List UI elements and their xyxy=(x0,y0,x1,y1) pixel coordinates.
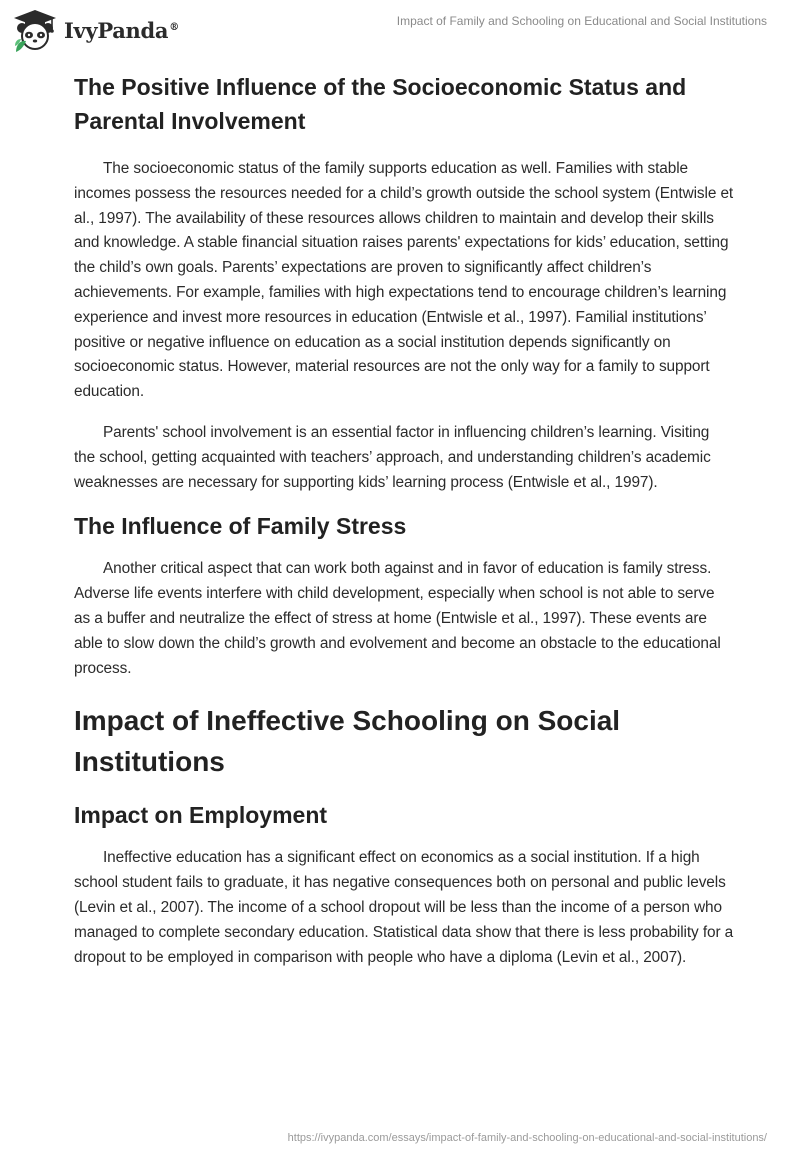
ivypanda-logo[interactable] xyxy=(12,8,179,52)
chapter-heading: Impact of Ineffective Schooling on Social Institutions xyxy=(74,705,621,778)
article-body xyxy=(74,70,734,970)
brand-name: IvyPanda® xyxy=(64,17,179,43)
section-heading: The Positive Influence of the Socioeconomic Status and Parental Involvement xyxy=(74,74,687,134)
page-header xyxy=(0,0,800,62)
paragraph: Ineffective education has a significant effect on economics as a social institution. If a high school student fails to graduate, it has negative consequences both on personal and public levels (Levin et al., 2007). The income of a school dropout will be less than the income of a person who managed to complete secondary education. Statistical data show that there is less probability for a dropout to be employed in comparison with people who have a diploma (Levin et al., 2007). xyxy=(74,849,734,966)
section-heading: Impact on Employment xyxy=(74,802,328,829)
document-title: Impact of Family and Schooling on Educational and Social Institutions xyxy=(396,14,767,28)
source-url[interactable]: https://ivypanda.com/essays/impact-of-family-and-schooling-on-educational-and-social-institutions/ xyxy=(287,1132,767,1144)
paragraph: Parents' school involvement is an essential factor in influencing children’s learning. Visiting the school, getting acquainted with teachers’ approach, and understanding children’s academic weaknesses are necessary for supporting kids’ learning process (Entwisle et al., 1997). xyxy=(74,423,711,491)
panda-graduate-icon xyxy=(12,8,58,52)
section-heading: The Influence of Family Stress xyxy=(74,513,407,540)
paragraph: The socioeconomic status of the family supports education as well. Families with stable incomes possess the resources needed for a child’s growth outside the school system (Entwisle et al., 1997). The availability of these resources allows children to maintain and develop their skills and knowledge. A stable financial situation raises parents' expectations for kids’ education, setting the child’s own goals. Parents’ expectations are proven to significantly affect children’s achievements. For example, families with high expectations tend to encourage children’s learning experience and invest more resources in education (Entwisle et al., 1997). Familial institutions’ positive or negative influence on education as a social institution depends significantly on socioeconomic status. However, material resources are not the only way for a family to support education. xyxy=(74,160,734,401)
paragraph: Another critical aspect that can work both against and in favor of education is family stress. Adverse life events interfere with child development, especially when school is not able to serve as a buffer and neutralize the effect of stress at home (Entwisle et al., 1997). These events are able to slow down the child’s growth and evolvement and become an obstacle to the educational process. xyxy=(74,560,721,677)
